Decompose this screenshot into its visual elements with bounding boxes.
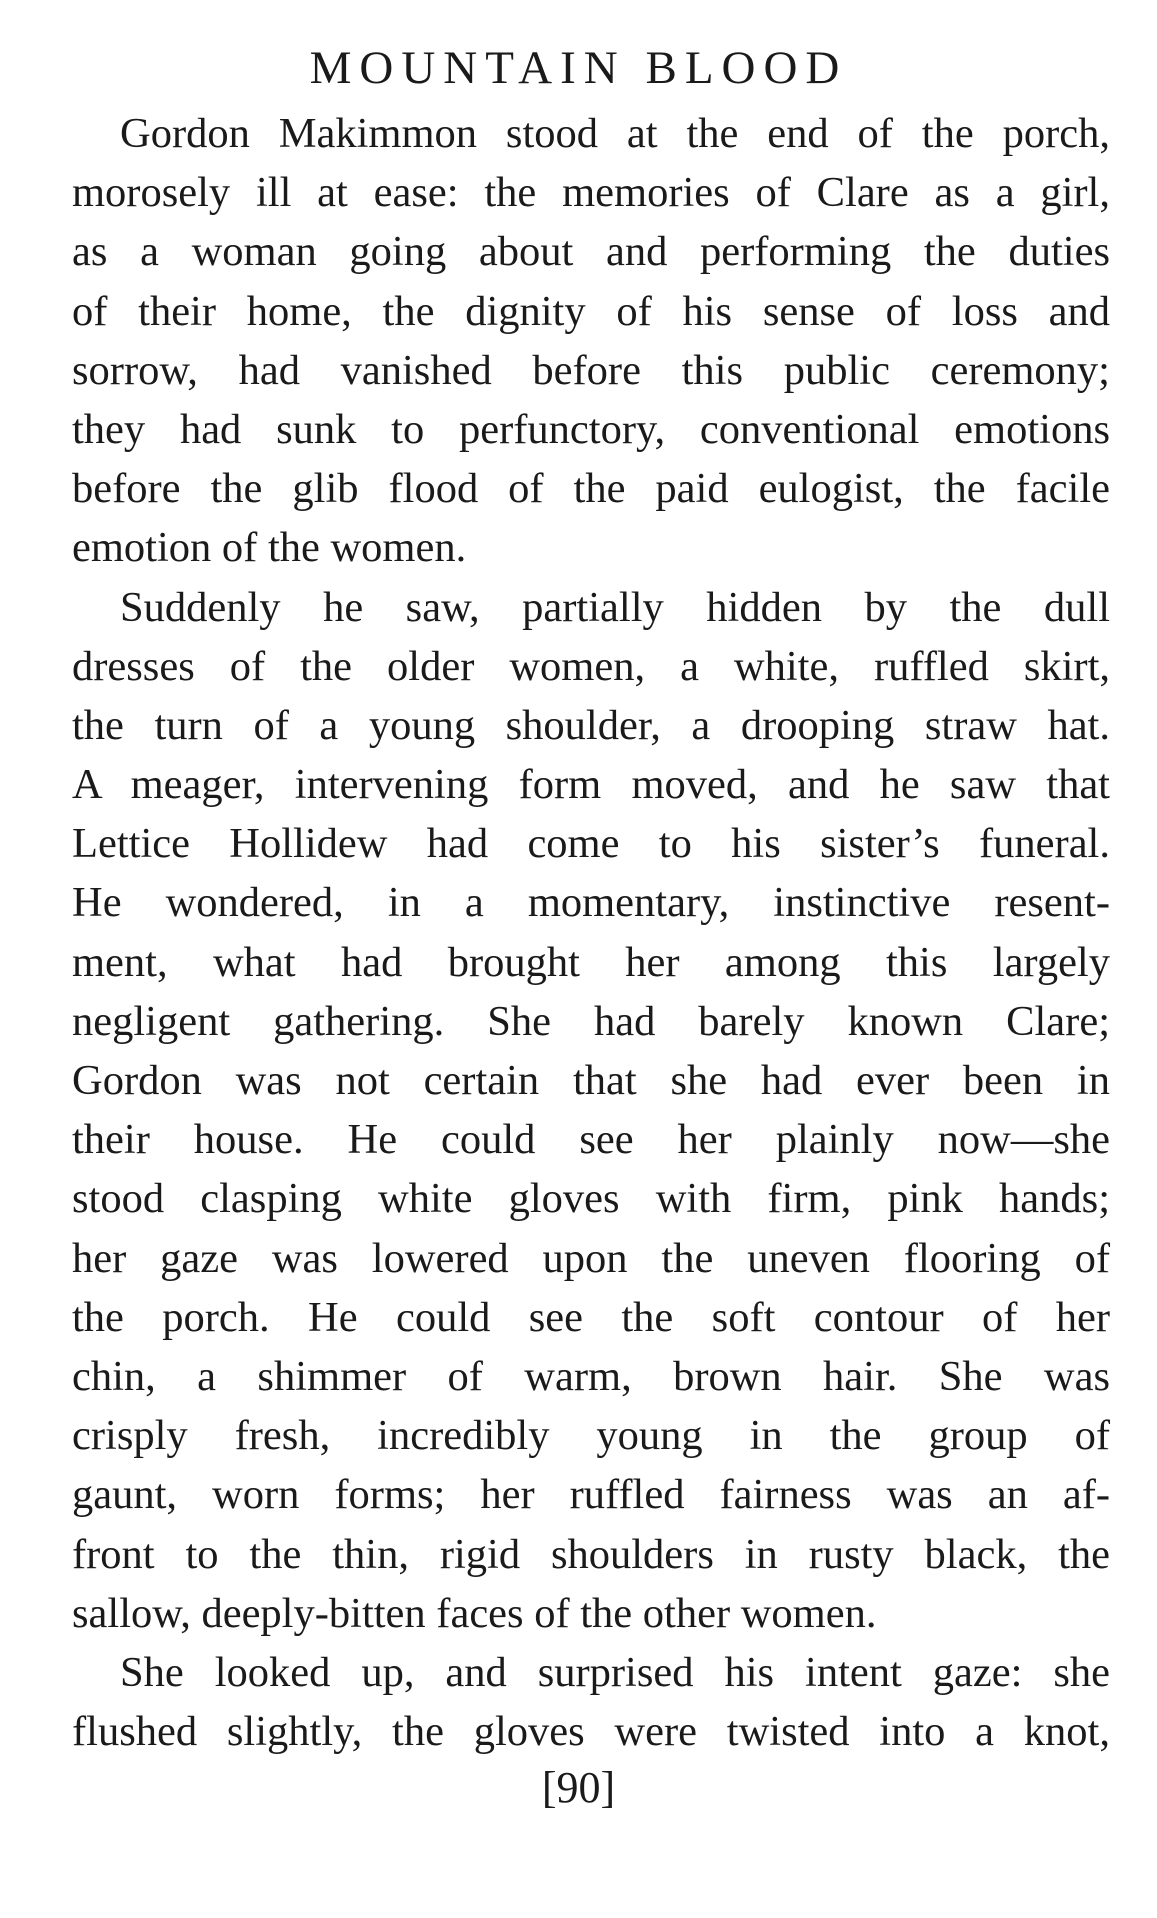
text-line: their house. He could see her plainly now—she [72,1116,1110,1164]
text-line: emotion of the women. [72,524,467,572]
paragraph [72,104,1110,578]
text-line: sallow, deeply-bitten faces of the other women. [72,1589,877,1637]
text-line: sorrow, had vanished before this public ceremony; [72,346,1110,394]
text-line: stood clasping white gloves with firm, pink hands; [72,1175,1110,1223]
text-line: He wondered, in a momentary, instinctive resent- [72,879,1110,927]
text-line: negligent gathering. She had barely known Clare; [72,997,1110,1045]
text-line: before the glib flood of the paid eulogist, the facile [72,465,1110,513]
text-line: flushed slightly, the gloves were twisted into a knot, [72,1708,1110,1756]
text-line: chin, a shimmer of warm, brown hair. She was [72,1352,1110,1400]
text-line: of their home, the dignity of his sense of loss and [72,287,1110,335]
text-line: Gordon was not certain that she had ever been in [72,1057,1110,1104]
text-line: as a woman going about and performing the duties [72,228,1110,276]
text-line: She looked up, and surprised his intent gaze: she [120,1648,1110,1696]
text-line: the porch. He could see the soft contour of her [72,1293,1110,1341]
text-line: crisply fresh, incredibly young in the group of [72,1412,1110,1460]
text-line: Suddenly he saw, partially hidden by the dull [120,583,1110,631]
text-line: front to the thin, rigid shoulders in rusty black, the [72,1530,1110,1578]
text-line: Gordon Makimmon stood at the end of the porch, [120,110,1110,157]
text-line: the turn of a young shoulder, a drooping straw hat. [72,701,1110,749]
paragraph [72,578,1110,1643]
body-text [72,104,1110,1761]
text-line: Lettice Hollidew had come to his sister’s funeral. [72,820,1110,868]
text-line: dresses of the older women, a white, ruffled skirt, [72,642,1110,690]
text-line: they had sunk to perfunctory, conventional emotions [72,405,1110,453]
text-line: morosely ill at ease: the memories of Clare as a girl, [72,169,1110,217]
text-line: gaunt, worn forms; her ruffled fairness was an af- [72,1471,1110,1519]
page-number: [90] [541,1763,616,1812]
running-head: MOUNTAIN BLOOD [309,42,848,94]
paragraph [72,1643,1110,1761]
text-line: her gaze was lowered upon the uneven flooring of [72,1234,1110,1282]
text-line: A meager, intervening form moved, and he saw that [72,761,1110,809]
text-line: ment, what had brought her among this largely [72,938,1110,986]
